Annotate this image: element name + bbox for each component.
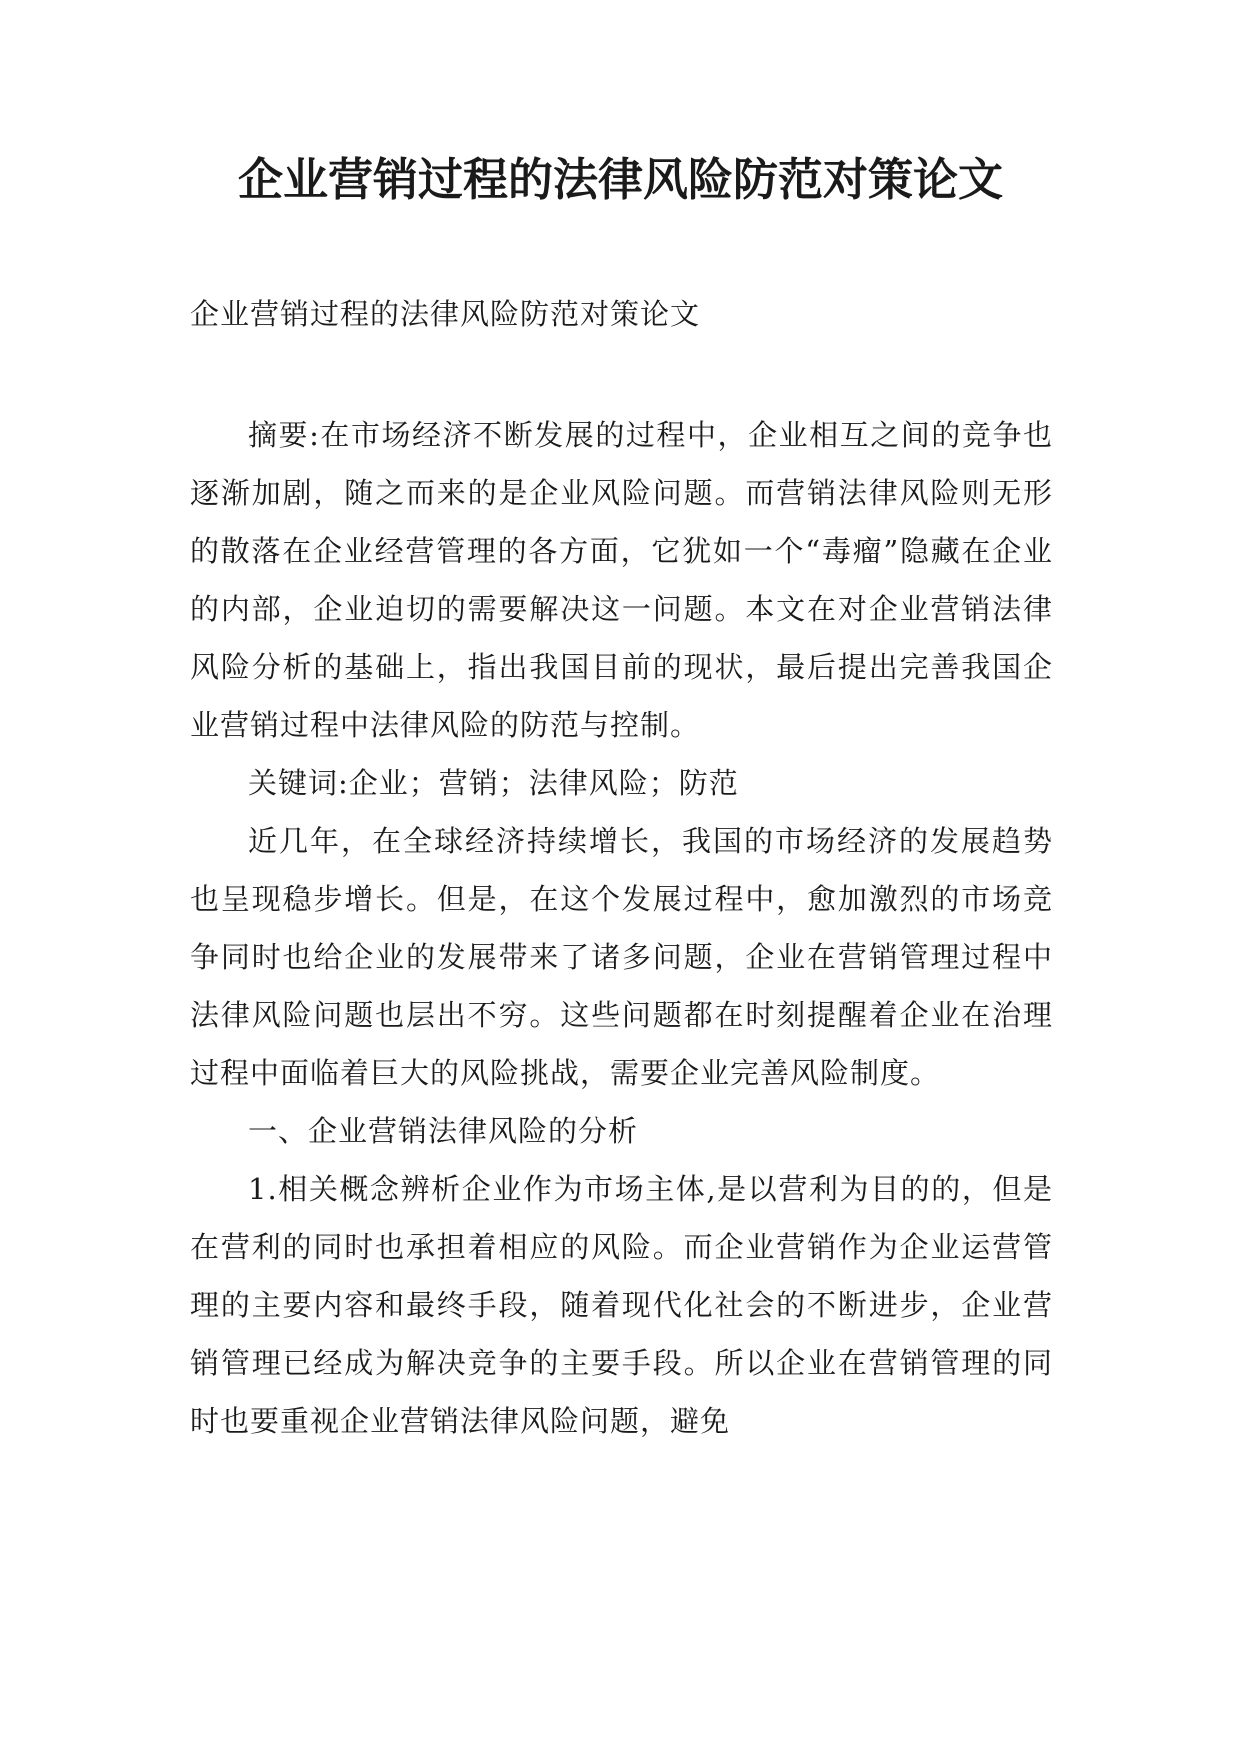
concept-paragraph: 1.相关概念辨析企业作为市场主体,是以营利为目的的，但是在营利的同时也承担着相应的风险。而企业营销作为企业运营管理的主要内容和最终手段，随着现代化社会的不断进步，企业营销管理已经成为解决竞争的主要手段。所以企业在营销管理的同时也要重视企业营销法律风险问题，避免 — [190, 1172, 1053, 1438]
section-heading: 一、企业营销法律风险的分析 — [248, 1114, 639, 1148]
abstract-paragraph: 摘要:在市场经济不断发展的过程中，企业相互之间的竞争也逐渐加剧，随之而来的是企业风险问题。而营销法律风险则无形的散落在企业经营管理的各方面，它犹如一个“毒瘤”隐藏在企业的内部，企业迫切的需要解决这一问题。本文在对企业营销法律风险分析的基础上，指出我国目前的现状，最后提出完善我国企业营销过程中法律风险的防范与控制。 — [190, 418, 1053, 742]
intro-paragraph: 近几年，在全球经济持续增长，我国的市场经济的发展趋势也呈现稳步增长。但是，在这个发展过程中，愈加激烈的市场竞争同时也给企业的发展带来了诸多问题，企业在营销管理过程中法律风险问题也层出不穷。这些问题都在时刻提醒着企业在治理过程中面临着巨大的风险挑战，需要企业完善风险制度。 — [190, 824, 1053, 1090]
document-subtitle: 企业营销过程的法律风险防范对策论文 — [190, 297, 701, 331]
keywords-paragraph: 关键词:企业；营销；法律风险；防范 — [248, 766, 739, 800]
document-body — [190, 406, 1053, 1450]
document-title: 企业营销过程的法律风险防范对策论文 — [237, 153, 1003, 206]
